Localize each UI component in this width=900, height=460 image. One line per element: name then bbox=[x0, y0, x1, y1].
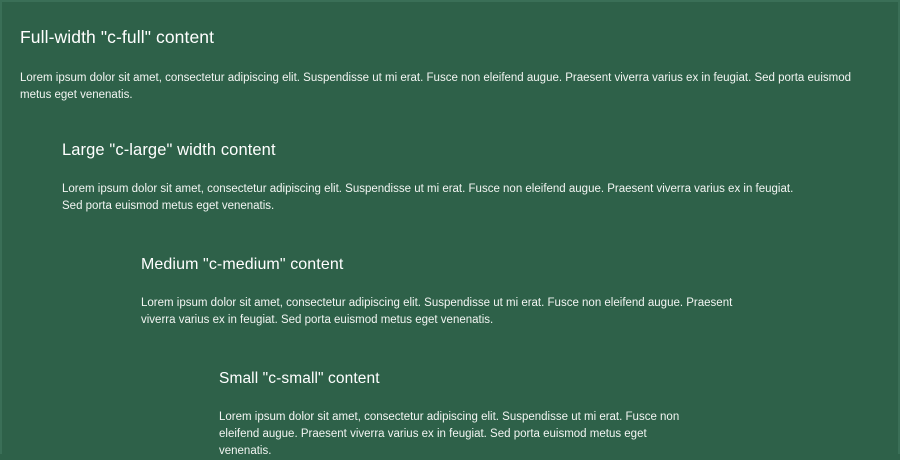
section-full-body: Lorem ipsum dolor sit amet, consectetur adipiscing elit. Suspendisse ut mi erat. Fusce non eleifend augue. Praesent viverra varius ex in feugiat. Sed porta euismod metus eget venenatis. bbox=[20, 72, 851, 101]
section-small-width bbox=[2, 329, 898, 460]
section-full-width bbox=[2, 2, 898, 104]
section-full-heading: Full-width "c-full" content bbox=[20, 27, 215, 47]
section-large-body: Lorem ipsum dolor sit amet, consectetur adipiscing elit. Suspendisse ut mi erat. Fusce non eleifend augue. Praesent viverra varius ex in feugiat. Sed porta euismod metus eget venenatis. bbox=[62, 183, 794, 212]
section-large-width bbox=[2, 104, 898, 215]
section-small-body: Lorem ipsum dolor sit amet, consectetur adipiscing elit. Suspendisse ut mi erat. Fusce non eleifend augue. Praesent viverra varius ex in feugiat. Sed porta euismod metus eget venenatis. bbox=[219, 411, 680, 457]
section-medium-heading: Medium "c-medium" content bbox=[141, 256, 344, 273]
section-large-heading: Large "c-large" width content bbox=[62, 141, 276, 159]
section-small-heading: Small "c-small" content bbox=[219, 370, 380, 387]
section-medium-width bbox=[2, 215, 898, 329]
section-medium-body: Lorem ipsum dolor sit amet, consectetur adipiscing elit. Suspendisse ut mi erat. Fusce non eleifend augue. Praesent viverra varius ex in feugiat. Sed porta euismod metus eget venenatis. bbox=[141, 297, 733, 326]
